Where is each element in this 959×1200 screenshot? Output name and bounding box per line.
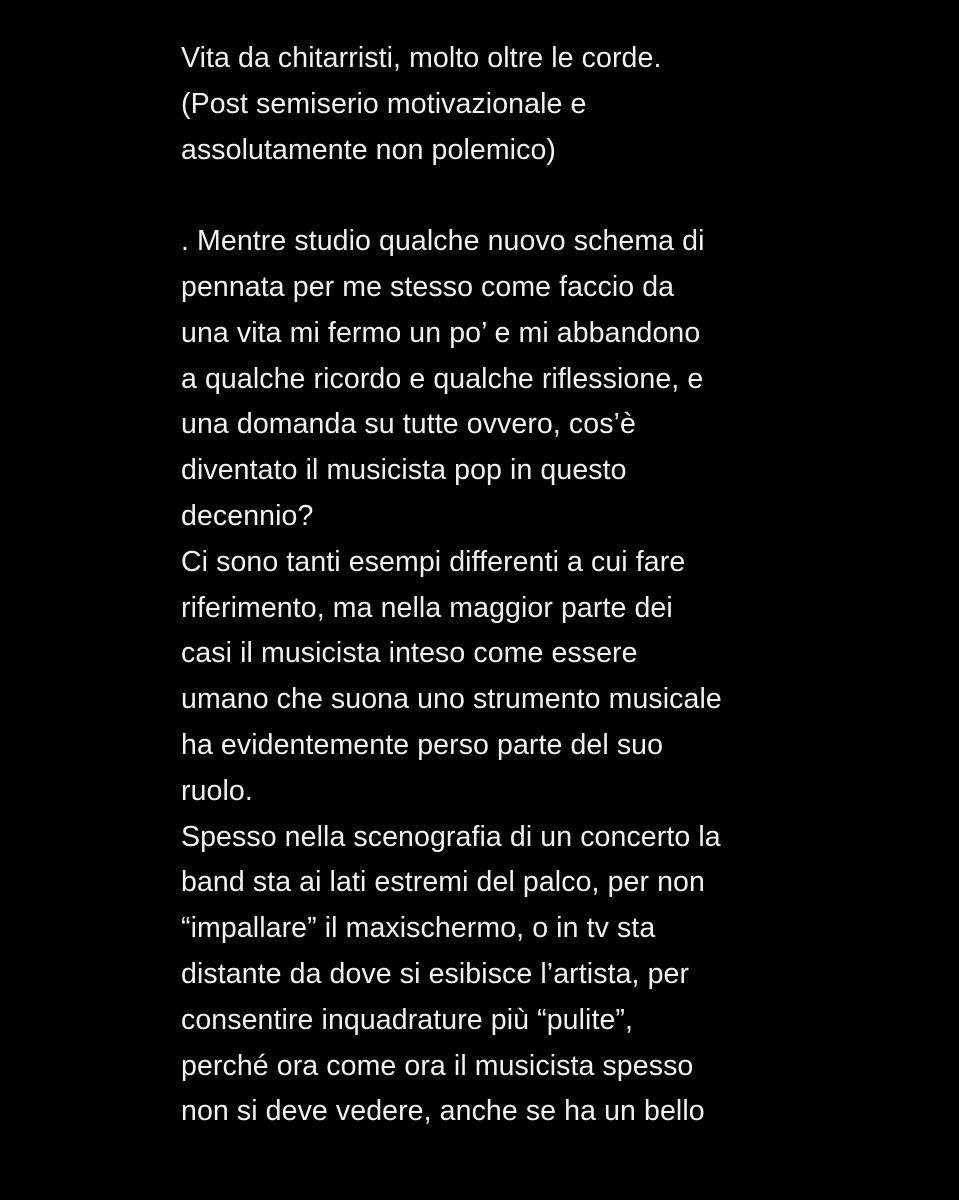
text-line: . Mentre studio qualche nuovo schema di [181,225,705,258]
note-title [181,36,841,173]
text-line: una vita mi fermo un po’ e mi abbandono [181,316,701,349]
text-line: una domanda su tutte ovvero, cos’è [181,408,636,441]
text-line: distante da dove si esibisce l’artista, per [181,957,690,990]
text-line: pennata per me stesso come faccio da [181,270,675,303]
text-line: riferimento, ma nella maggior parte dei [181,591,673,624]
text-line: Spesso nella scenografia di un concerto la [181,820,721,853]
text-line: band sta ai lati estremi del palco, per non [181,866,705,899]
text-line: ha evidentemente perso parte del suo [181,728,664,761]
text-line: casi il musicista inteso come essere [181,637,638,670]
text-line: decennio? [181,499,314,532]
paragraph-3 [181,815,841,1136]
text-line: diventato il musicista pop in questo [181,454,627,487]
paragraph-1 [181,219,841,540]
title-line: assolutamente non polemico) [181,133,556,166]
paragraph-2 [181,540,841,815]
text-line: Ci sono tanti esempi differenti a cui fare [181,545,686,578]
blank-line [181,173,841,219]
text-line: “impallare” il maxischermo, o in tv sta [181,912,656,945]
note-text [181,36,841,1135]
text-line: non si deve vedere, anche se ha un bello [181,1095,705,1128]
text-line: umano che suona uno strumento musicale [181,683,722,716]
text-line: consentire inquadrature più “pulite”, [181,1003,634,1036]
title-line: Vita da chitarristi, molto oltre le corde. [181,42,662,74]
text-line: a qualche ricordo e qualche riflessione, e [181,362,704,395]
title-line: (Post semiserio motivazionale e [181,87,587,120]
text-line: perché ora come ora il musicista spesso [181,1049,694,1082]
text-line: ruolo. [181,774,253,807]
